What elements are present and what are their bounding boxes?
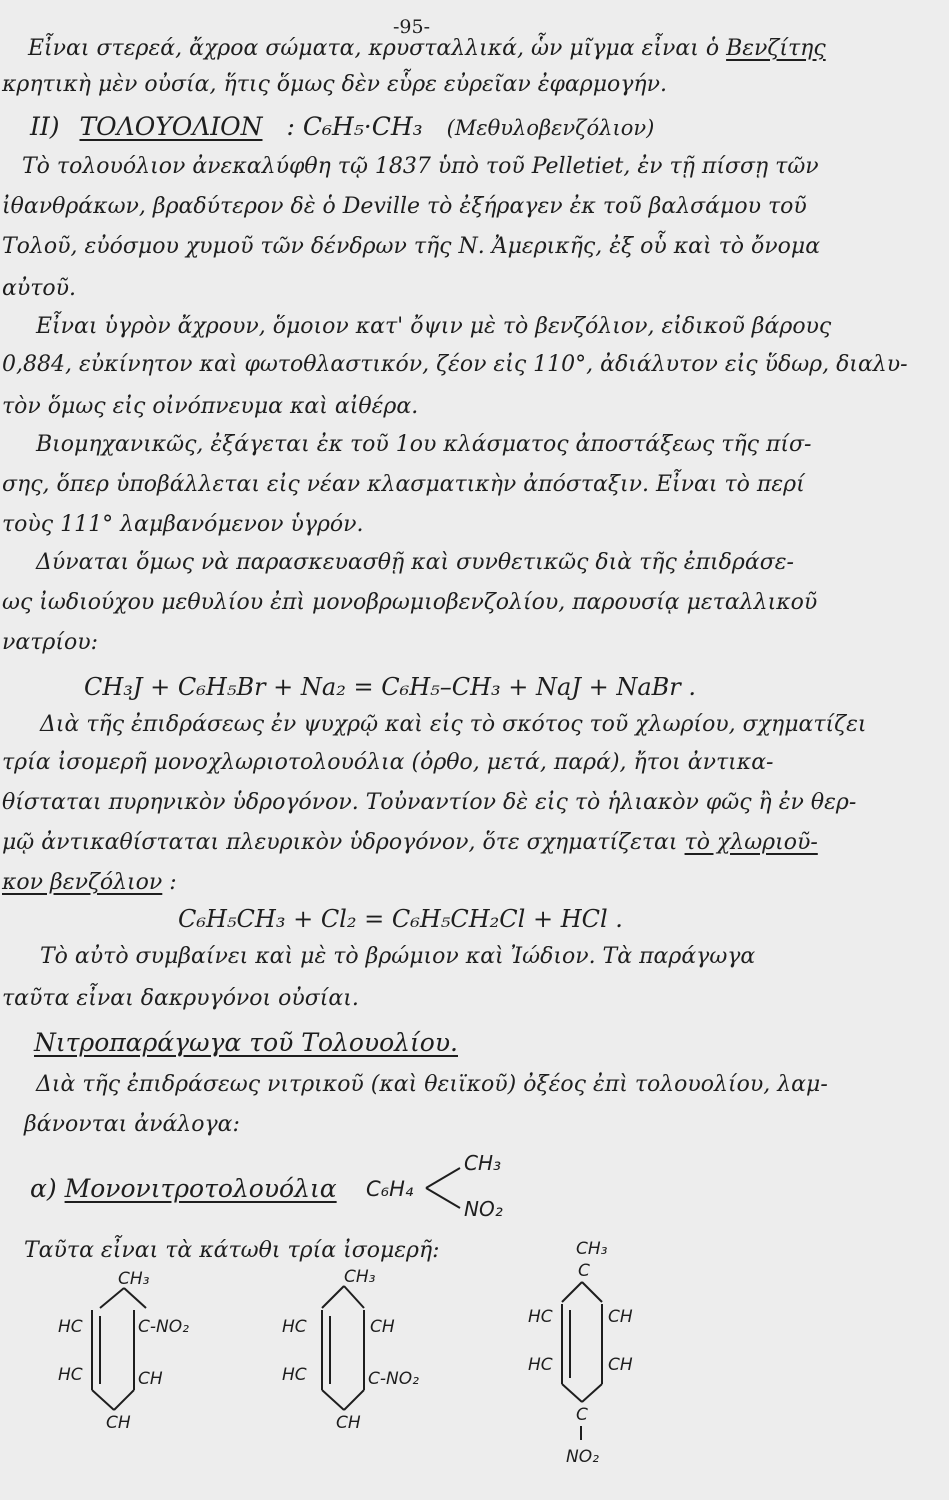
section-title: Νιτροπαράγωγα τοῦ Τολουολίου.: [34, 1028, 458, 1057]
ring-bond: [582, 1384, 602, 1402]
page-number: -95-: [393, 16, 431, 38]
ring-bond: [562, 1282, 582, 1302]
text-line: Διὰ τῆς ἐπιδράσεως ἐν ψυχρῷ καὶ εἰς τὸ σκότος τοῦ χλωρίου, σχηματίζει: [40, 712, 867, 737]
text-line: νατρίου:: [2, 630, 98, 655]
substituent-top: CH₃: [344, 1267, 376, 1287]
underlined-term: τὸ χλωριοῦ-: [684, 830, 818, 855]
heading-number: II): [30, 112, 60, 141]
equation-toluene-synthesis: CH₃J + C₆H₅Br + Na₂ = C₆H₅–CH₃ + NaJ + NaBr .: [84, 673, 696, 701]
ring-atom: HC: [58, 1317, 83, 1337]
text-line: [2, 870, 177, 896]
formula-bond: [426, 1188, 460, 1208]
ring-bond: [562, 1384, 582, 1402]
ring-bond: [124, 1288, 146, 1308]
text-line: [28, 36, 826, 62]
mononitrotoluene-formula: [360, 1148, 540, 1228]
text-line: Διὰ τῆς ἐπιδράσεως νιτρικοῦ (καὶ θειϊκοῦ) ὀξέος ἐπὶ τολουολίου, λαμ-: [36, 1072, 828, 1097]
formula-bottom-group: NO₂: [464, 1197, 503, 1221]
text-line: ἰθανθράκων, βραδύτερον δὲ ὁ Deville τὸ ἐξήραγεν ἐκ τοῦ βαλσάμου τοῦ: [2, 194, 807, 219]
text-line: κρητικὴ μὲν οὐσία, ἥτις ὅμως δὲν εὗρε εὐρεῖαν ἐφαρμογήν.: [2, 72, 667, 97]
ring-atom: HC: [282, 1317, 307, 1337]
ring-atom: HC: [282, 1365, 307, 1385]
ring-atom: CH: [370, 1317, 395, 1337]
ring-atom: CH: [106, 1413, 131, 1433]
ring-atom: HC: [58, 1365, 83, 1385]
ring-bond: [344, 1286, 364, 1308]
text-line: τοὺς 111° λαμβανόμενον ὑγρόν.: [2, 512, 364, 537]
underlined-term: κον βενζόλιον: [2, 870, 163, 895]
subsection-letter: α): [30, 1174, 57, 1203]
text-line: ταῦτα εἶναι δακρυγόνοι οὐσίαι.: [2, 986, 359, 1011]
text-line: Δύναται ὅμως νὰ παρασκευασθῇ καὶ συνθετικῶς διὰ τῆς ἐπιδράσε-: [36, 550, 794, 575]
ring-bond: [344, 1390, 364, 1410]
ring-bond: [100, 1288, 124, 1308]
text-line: [2, 830, 818, 856]
ring-atom: HC: [528, 1307, 553, 1327]
text-line: ως ἰωδιούχου μεθυλίου ἐπὶ μονοβρωμιοβενζολίου, παρουσίᾳ μεταλλικοῦ: [2, 590, 818, 615]
ring-atom: CH: [138, 1369, 163, 1389]
text-line: τὸν ὅμως εἰς οἰνόπνευμα καὶ αἰθέρα.: [2, 394, 419, 419]
text-line: Τολοῦ, εὐόσμου χυμοῦ τῶν δένδρων τῆς Ν. Ἀμερικῆς, ἐξ οὗ καὶ τὸ ὄνομα: [2, 234, 821, 259]
formula-core: C₆H₄: [366, 1177, 414, 1201]
text-line: Εἶναι ὑγρὸν ἄχρουν, ὅμοιον κατ' ὄψιν μὲ τὸ βενζόλιον, εἰδικοῦ βάρους: [36, 314, 832, 339]
underlined-term: Βενζίτης: [726, 36, 826, 61]
ring-bond: [92, 1390, 114, 1410]
ring-atom: C-NO₂: [138, 1317, 189, 1337]
isomer-ortho-structure: [54, 1262, 224, 1432]
ring-bond: [322, 1390, 344, 1410]
isomer-para-structure: [524, 1236, 664, 1476]
text-fragment: :: [169, 870, 177, 895]
text-fragment: μῷ ἀντικαθίσταται πλευρικὸν ὑδρογόνον, ὅτε σχηματίζεται: [2, 830, 678, 855]
text-line: Ταῦτα εἶναι τὰ κάτωθι τρία ἰσομερῆ:: [24, 1238, 440, 1263]
ring-bond: [322, 1286, 344, 1308]
heading-note: (Μεθυλοβενζόλιον): [446, 116, 655, 140]
ring-atom: CH: [608, 1307, 633, 1327]
subsection-title: Μονονιτροτολουόλια: [64, 1174, 337, 1203]
text-line: Βιομηχανικῶς, ἐξάγεται ἐκ τοῦ 1ου κλάσματος ἀποστάξεως τῆς πίσ-: [36, 432, 812, 457]
text-line: βάνονται ἀνάλογα:: [24, 1112, 240, 1137]
substituent-top: CH₃: [576, 1239, 608, 1259]
substituent-top: CH₃: [118, 1269, 150, 1289]
ring-atom: HC: [528, 1355, 553, 1375]
text-line: Τὸ αὐτὸ συμβαίνει καὶ μὲ τὸ βρώμιον καὶ Ἰώδιον. Τὰ παράγωγα: [40, 944, 756, 969]
subsection-heading: [30, 1176, 337, 1202]
section-heading: [30, 114, 654, 141]
ring-atom: C: [576, 1405, 588, 1425]
text-line: αὐτοῦ.: [2, 276, 77, 301]
heading-formula: : C₆H₅·CH₃: [286, 112, 423, 141]
isomer-meta-structure: [278, 1262, 448, 1432]
text-line: 0,884, εὐκίνητον καὶ φωτοθλαστικόν, ζέον εἰς 110°, ἀδιάλυτον εἰς ὕδωρ, διαλυ-: [2, 352, 908, 377]
heading-title: ΤΟΛΟΥΟΛΙΟΝ: [79, 112, 263, 141]
ring-atom: CH: [608, 1355, 633, 1375]
substituent-bottom: NO₂: [566, 1447, 599, 1467]
equation-chlorination: C₆H₅CH₃ + Cl₂ = C₆H₅CH₂Cl + HCl .: [178, 905, 623, 933]
ring-bond: [582, 1282, 602, 1302]
text-line: σης, ὅπερ ὑποβάλλεται εἰς νέαν κλασματικὴν ἀπόσταξιν. Εἶναι τὸ περί: [2, 472, 805, 497]
ring-atom: C: [578, 1261, 590, 1281]
ring-atom: CH: [336, 1413, 361, 1433]
text-line: τρία ἰσομερῆ μονοχλωριοτολουόλια (ὀρθο, μετά, παρά), ἤτοι ἀντικα-: [2, 750, 774, 775]
ring-atom: C-NO₂: [368, 1369, 419, 1389]
formula-bond: [426, 1168, 460, 1188]
text-line: Τὸ τολουόλιον ἀνεκαλύφθη τῷ 1837 ὑπὸ τοῦ Pelletiet, ἐν τῇ πίσσῃ τῶν: [22, 154, 819, 179]
formula-top-group: CH₃: [464, 1151, 502, 1175]
text-fragment: Εἶναι στερεά, ἄχροα σώματα, κρυσταλλικά, ὧν μῖγμα εἶναι ὁ: [28, 36, 720, 61]
text-line: θίσταται πυρηνικὸν ὑδρογόνον. Τοὐναντίον δὲ εἰς τὸ ἡλιακὸν φῶς ἢ ἐν θερ-: [2, 790, 857, 815]
ring-bond: [114, 1390, 134, 1410]
